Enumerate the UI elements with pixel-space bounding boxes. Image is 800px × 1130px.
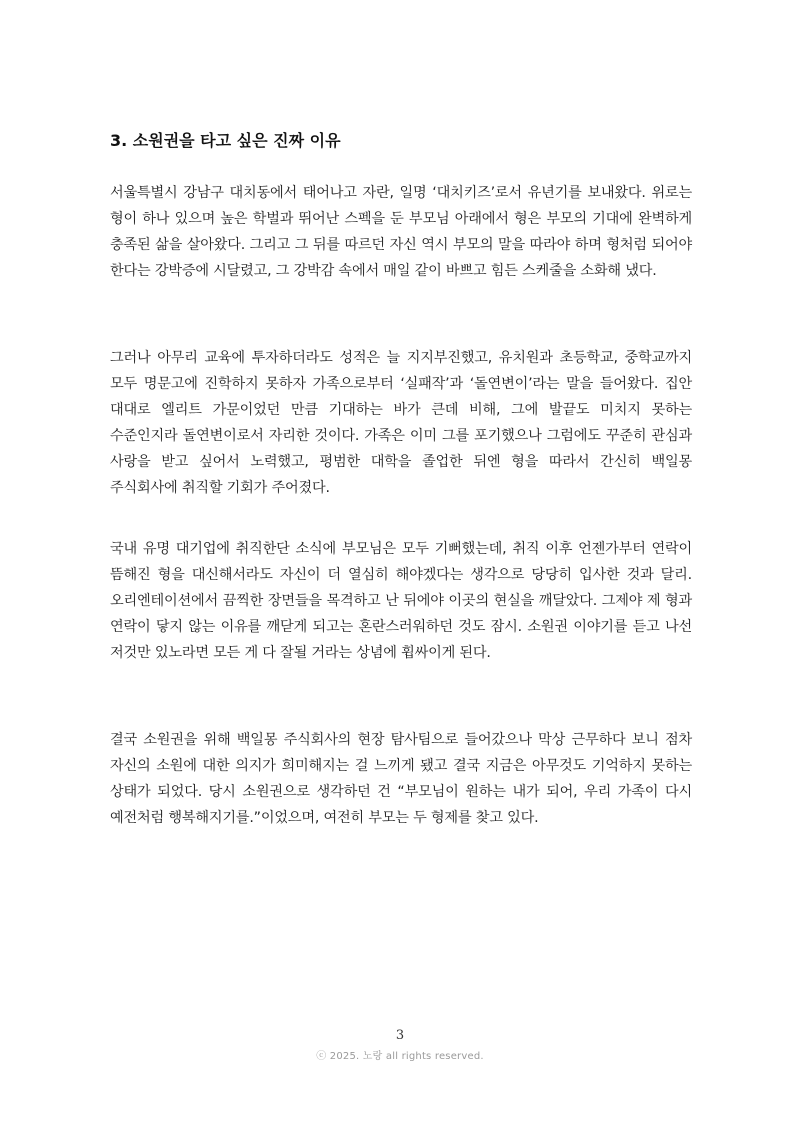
page-number: 3 — [395, 1028, 405, 1043]
copyright-notice: ⓒ 2025. 노랑 all rights reserved. — [316, 1051, 484, 1062]
paragraph-1: 서울특별시 강남구 대치동에서 태어나고 자란, 일명 ‘대치키즈’로서 유년기를 보내왔다. 위로는 형이 하나 있으며 높은 학벌과 뛰어난 스펙을 둔 부모님 아래에서 형은 부모의 기대에 완벽하게 충족된 삶을 살아왔다. 그리고 그 뒤를 따르던 자신 역시 부모의 말을 따라야 하며 형처럼 되어야 한다는 강박증에 시달렸고, 그 강박감 속에서 매일 같이 바쁘고 힘든 스케줄을 소화해 냈다. — [110, 185, 692, 279]
paragraph-2: 그러나 아무리 교육에 투자하더라도 성적은 늘 지지부진했고, 유치원과 초등학교, 중학교까지 모두 명문고에 진학하지 못하자 가족으로부터 ‘실패작’과 ‘돌연변이’라는 말을 들어왔다. 집안 대대로 엘리트 가문이었던 만큼 기대하는 바가 큰데 비해, 그에 발끝도 미치지 못하는 수준인지라 돌연변이로서 자리한 것이다. 가족은 이미 그를 포기했으나 그럼에도 꾸준히 관심과 사랑을 받고 싶어서 노력했고, 평범한 대학을 졸업한 뒤엔 형을 따라서 간신히 백일몽 주식회사에 취직할 기회가 주어졌다. — [110, 350, 692, 496]
section-title: 3. 소원권을 타고 싶은 진짜 이유 — [110, 131, 341, 150]
paragraph-3: 국내 유명 대기업에 취직한단 소식에 부모님은 모두 기뻐했는데, 취직 이후 언젠가부터 연락이 뜸해진 형을 대신해서라도 자신이 더 열심히 해야겠다는 생각으로 당당히 입사한 것과 달리. 오리엔테이션에서 끔찍한 장면들을 목격하고 난 뒤에야 이곳의 현실을 깨달았다. 그제야 제 형과 연락이 닿지 않는 이유를 깨닫게 되고는 혼란스러워하던 것도 잠시. 소원권 이야기를 듣고 나선 저것만 있노라면 모든 게 다 잘될 거라는 상념에 휩싸이게 된다. — [110, 541, 692, 661]
paragraph-4: 결국 소원권을 위해 백일몽 주식회사의 현장 탐사팀으로 들어갔으나 막상 근무하다 보니 점차 자신의 소원에 대한 의지가 희미해지는 걸 느끼게 됐고 결국 지금은 아무것도 기억하지 못하는 상태가 되었다. 당시 소원권으로 생각하던 건 “부모님이 원하는 내가 되어, 우리 가족이 다시 예전처럼 행복해지기를.”이었으며, 여전히 부모는 두 형제를 찾고 있다. — [110, 732, 692, 826]
